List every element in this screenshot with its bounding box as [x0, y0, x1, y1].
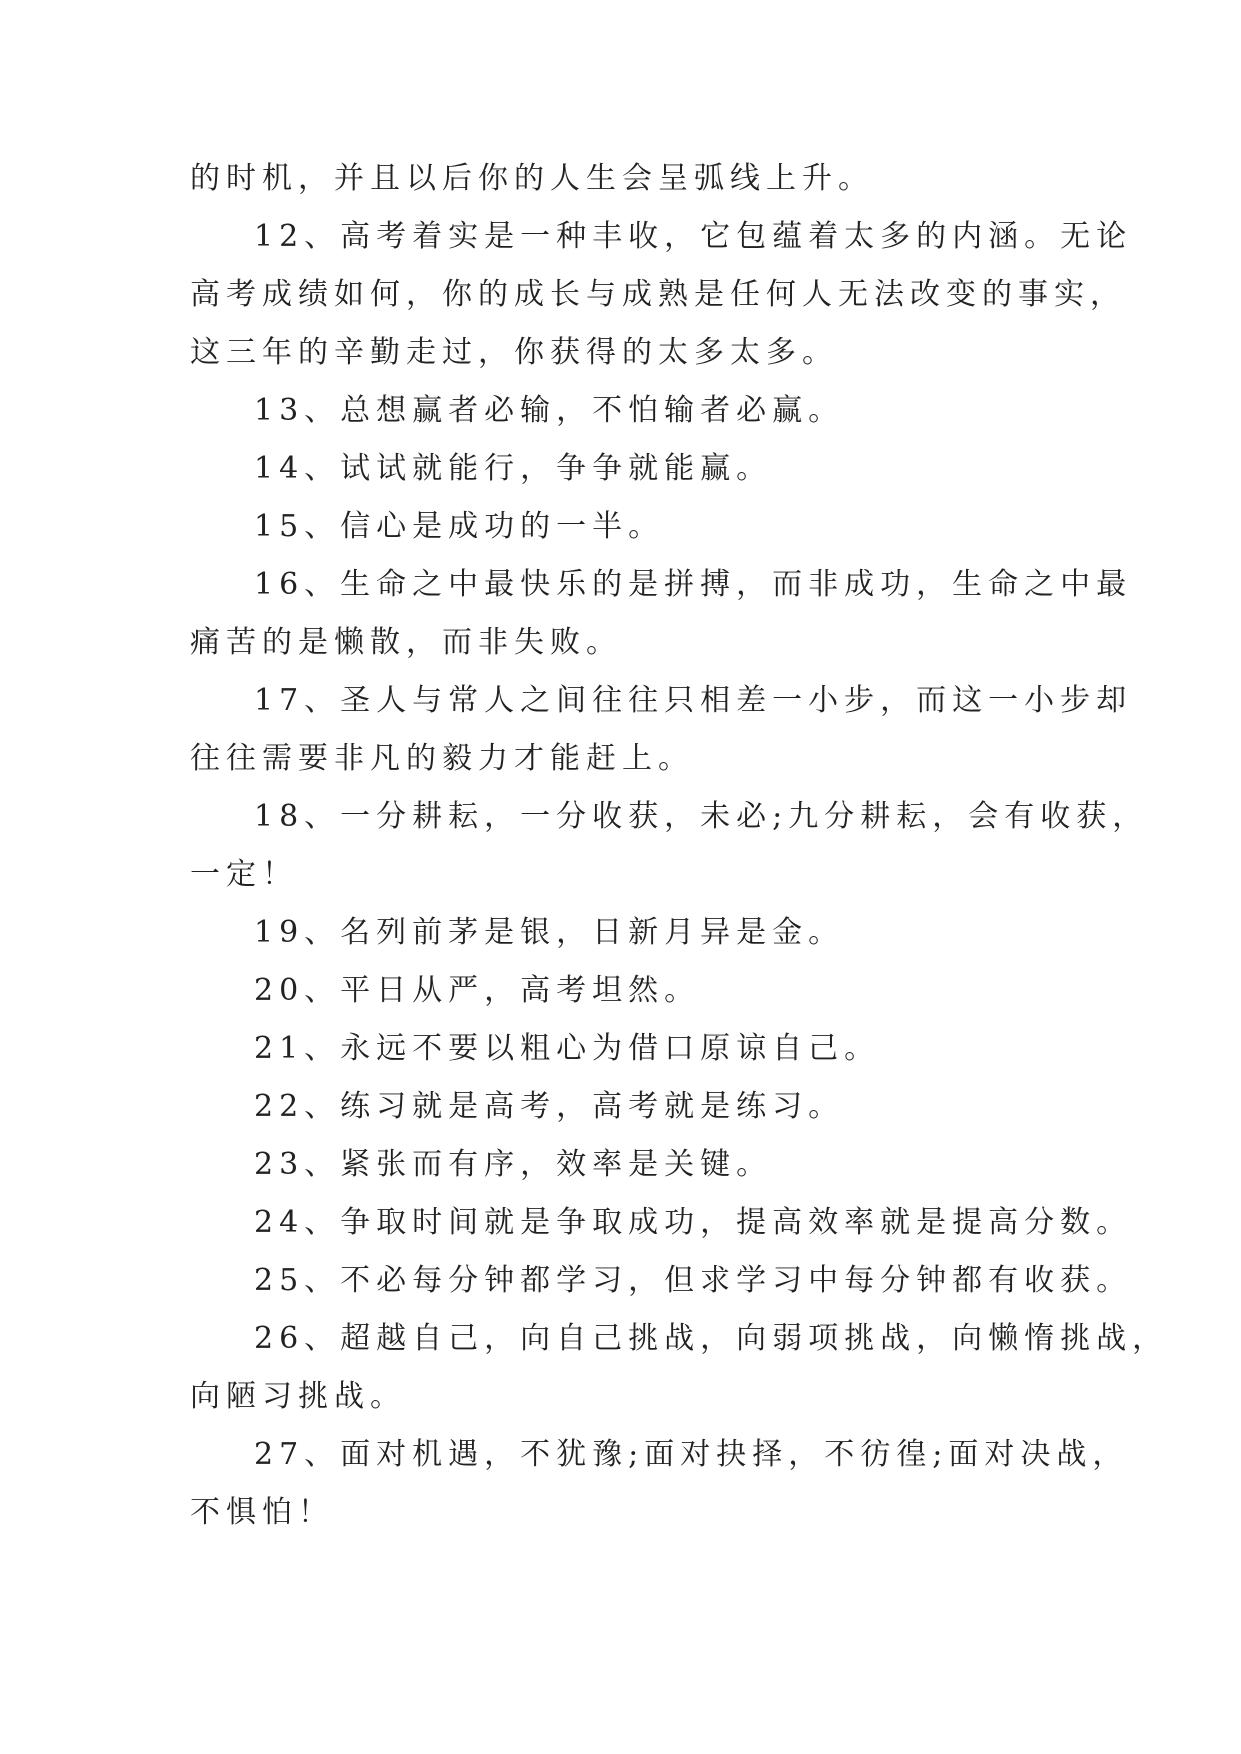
- paragraph: [190, 556, 1133, 672]
- text-line: 23、紧张而有序，效率是关键。: [254, 1147, 773, 1182]
- text-line: 25、不必每分钟都学习，但求学习中每分钟都有收获。: [254, 1263, 1133, 1298]
- paragraph: [190, 1020, 1050, 1078]
- paragraph: [190, 962, 1050, 1020]
- paragraph: [190, 672, 1133, 788]
- paragraph: [190, 904, 1050, 962]
- text-line: 16、生命之中最快乐的是拼搏，而非成功，生命之中最: [254, 567, 1133, 602]
- text-line: 一定！: [190, 857, 298, 892]
- text-line: 20、平日从严，高考坦然。: [254, 973, 701, 1008]
- paragraph: [190, 1310, 1169, 1426]
- text-line: 24、争取时间就是争取成功，提高效率就是提高分数。: [254, 1205, 1133, 1240]
- text-line: 14、试试就能行，争争就能赢。: [254, 451, 773, 486]
- text-line: 12、高考着实是一种丰收，它包蕴着太多的内涵。无论: [254, 219, 1133, 254]
- text-line: 痛苦的是懒散，而非失败。: [190, 625, 622, 660]
- document-body: [190, 150, 1169, 1542]
- text-line: 22、练习就是高考，高考就是练习。: [254, 1089, 845, 1124]
- text-line: 不惧怕！: [190, 1495, 334, 1530]
- paragraph: [190, 1136, 1050, 1194]
- text-line: 15、信心是成功的一半。: [254, 509, 665, 544]
- text-line: 高考成绩如何，你的成长与成熟是任何人无法改变的事实，: [190, 277, 1126, 312]
- text-line: 19、名列前茅是银，日新月异是金。: [254, 915, 845, 950]
- paragraph: [190, 1194, 1133, 1252]
- paragraph: [190, 208, 1133, 382]
- text-line: 向陋习挑战。: [190, 1379, 406, 1414]
- text-line: 13、总想赢者必输，不怕输者必赢。: [254, 393, 845, 428]
- paragraph: [190, 498, 1050, 556]
- text-line: 21、永远不要以粗心为借口原谅自己。: [254, 1031, 881, 1066]
- text-line: 17、圣人与常人之间往往只相差一小步，而这一小步却: [254, 683, 1133, 718]
- paragraph: [190, 1426, 1129, 1542]
- paragraph: [190, 1078, 1050, 1136]
- text-line: 这三年的辛勤走过，你获得的太多太多。: [190, 335, 838, 370]
- text-line: 26、超越自己，向自己挑战，向弱项挑战，向懒惰挑战，: [254, 1321, 1169, 1356]
- text-line: 27、面对机遇，不犹豫;面对抉择，不彷徨;面对决战，: [254, 1437, 1129, 1472]
- paragraph: [190, 382, 1050, 440]
- paragraph: [190, 150, 1050, 208]
- text-line: 18、一分耕耘，一分收获，未必;九分耕耘，会有收获，: [254, 799, 1149, 834]
- text-line: 往往需要非凡的毅力才能赶上。: [190, 741, 694, 776]
- paragraph: [190, 1252, 1133, 1310]
- text-line: 的时机，并且以后你的人生会呈弧线上升。: [190, 161, 874, 196]
- paragraph: [190, 440, 1050, 498]
- paragraph: [190, 788, 1149, 904]
